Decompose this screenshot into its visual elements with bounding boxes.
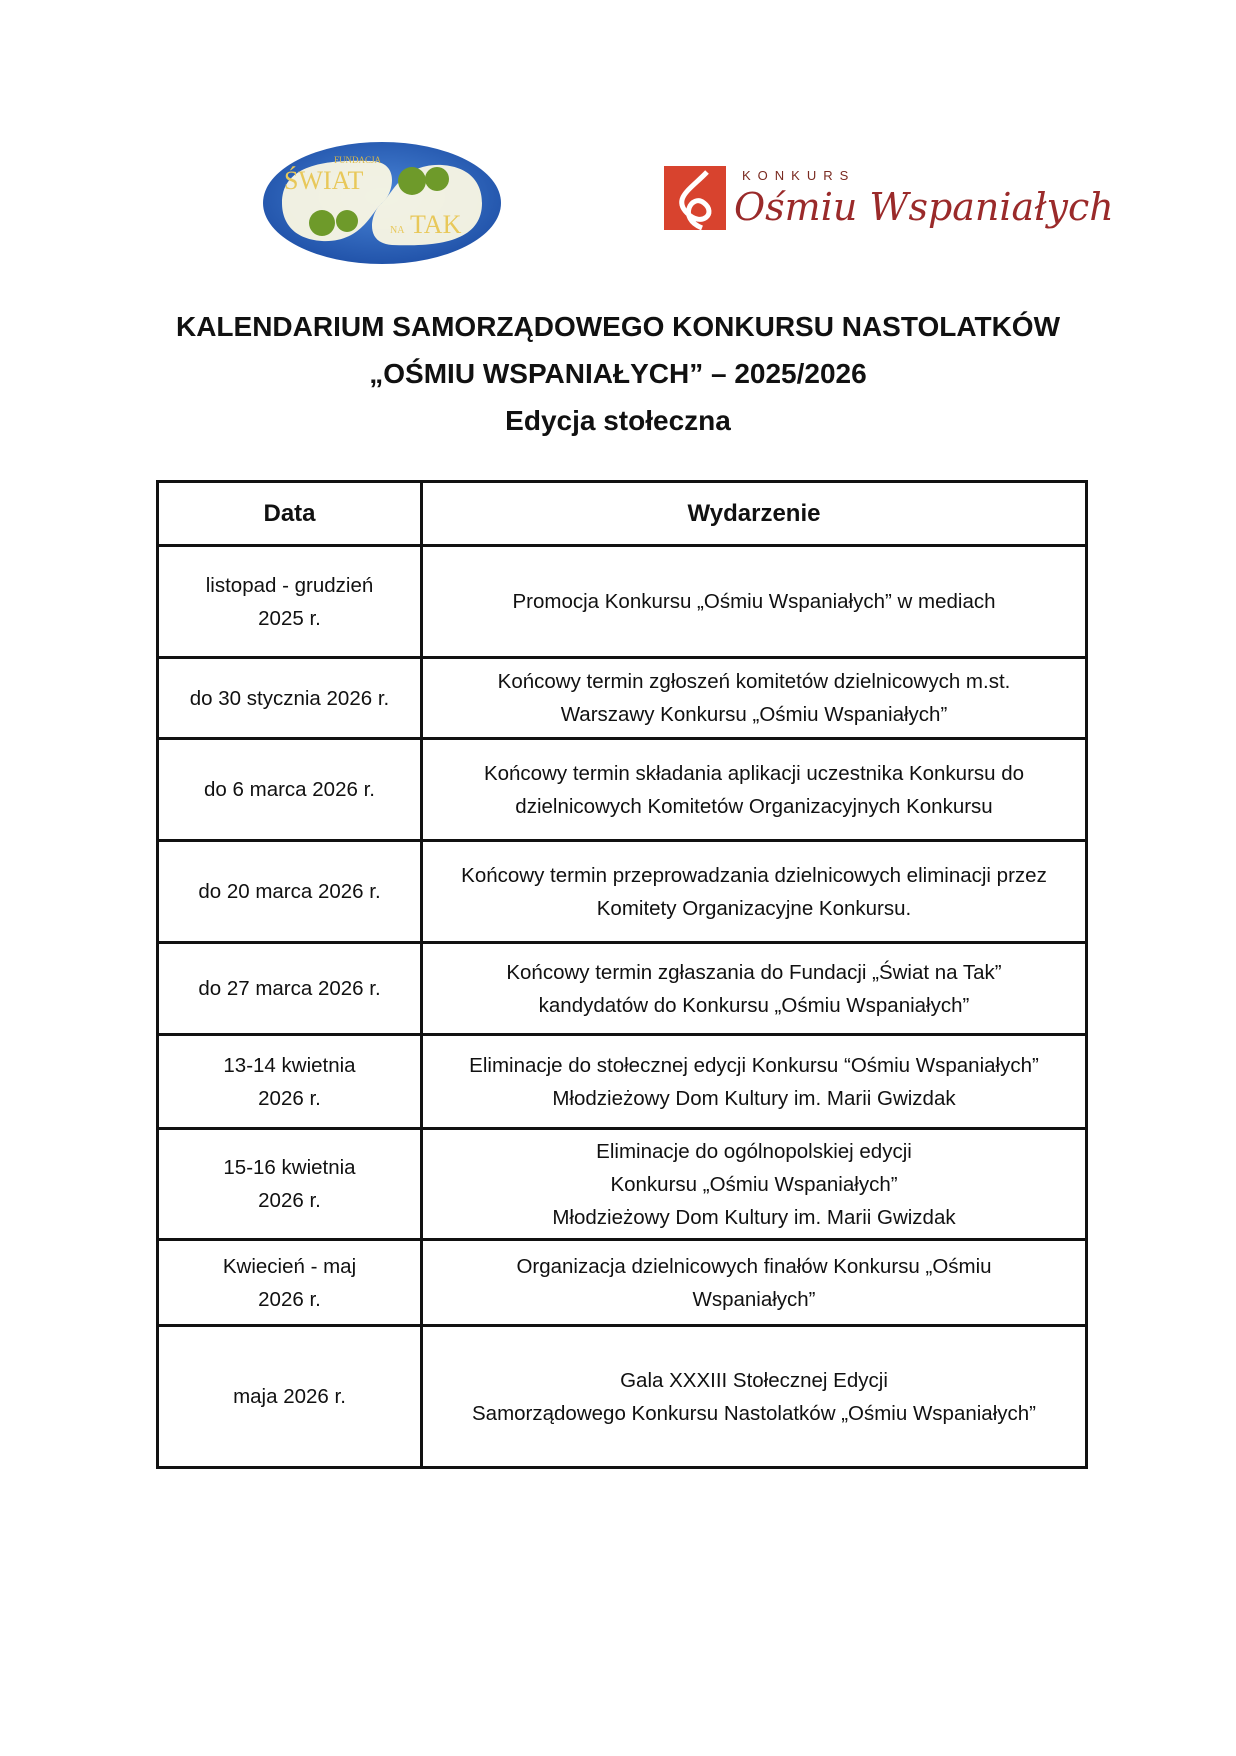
event-cell	[422, 739, 1087, 841]
date-line: do 27 marca 2026 r.	[198, 977, 381, 1000]
date-cell	[158, 841, 422, 943]
date-line: 2026 r.	[258, 1086, 321, 1110]
table-row	[158, 841, 1087, 943]
event-line: Młodzieżowy Dom Kultury im. Marii Gwizdak	[552, 1086, 956, 1110]
header-event: Wydarzenie	[422, 482, 1087, 546]
event-cell	[422, 546, 1087, 658]
svg-text:NA: NA	[390, 225, 405, 236]
date-cell	[158, 1035, 422, 1129]
date-line: listopad - grudzień	[205, 573, 374, 597]
event-cell	[422, 1240, 1087, 1326]
event-line: Organizacja dzielnicowych finałów Konkursu „Ośmiu	[516, 1254, 992, 1278]
table-row	[158, 1035, 1087, 1129]
date-line: 2026 r.	[258, 1287, 321, 1311]
event-cell	[422, 658, 1087, 739]
event-line: Eliminacje do stołecznej edycji Konkursu “Ośmiu Wspaniałych”	[469, 1053, 1039, 1077]
svg-text:TAK: TAK	[410, 210, 462, 239]
event-line: Eliminacje do ogólnopolskiej edycji	[596, 1139, 912, 1163]
date-cell	[158, 1326, 422, 1468]
svg-text:KONKURS: KONKURS	[742, 168, 856, 183]
title-line-2: „OŚMIU WSPANIAŁYCH” – 2025/2026	[369, 358, 867, 389]
event-cell	[422, 1129, 1087, 1240]
table-row	[158, 1129, 1087, 1240]
event-line: Komitety Organizacyjne Konkursu.	[596, 896, 912, 920]
event-line: Końcowy termin zgłaszania do Fundacji „Świat na Tak”	[506, 960, 1002, 984]
date-line: 13-14 kwietnia	[223, 1053, 356, 1077]
event-line: Końcowy termin składania aplikacji uczestnika Konkursu do	[483, 761, 1025, 785]
event-line: Wspaniałych”	[692, 1287, 816, 1311]
event-line: Młodzieżowy Dom Kultury im. Marii Gwizdak	[552, 1205, 956, 1229]
date-cell	[158, 658, 422, 739]
date-line: 2025 r.	[258, 606, 321, 630]
date-cell	[158, 1129, 422, 1240]
title-edition: Edycja stołeczna	[505, 405, 731, 436]
date-cell	[158, 1240, 422, 1326]
table-row	[158, 1240, 1087, 1326]
event-line: Konkursu „Ośmiu Wspaniałych”	[610, 1172, 898, 1196]
table-row	[158, 658, 1087, 739]
event-line: Samorządowego Konkursu Nastolatków „Ośmiu Wspaniałych”	[472, 1401, 1036, 1425]
date-cell	[158, 546, 422, 658]
table-header-row	[158, 482, 1087, 546]
table-row	[158, 1326, 1087, 1468]
event-cell	[422, 943, 1087, 1035]
table-row	[158, 546, 1087, 658]
date-line: Kwiecień - maj	[222, 1254, 357, 1278]
event-line: Warszawy Konkursu „Ośmiu Wspaniałych”	[560, 703, 948, 726]
svg-text:ŚWIAT: ŚWIAT	[284, 166, 364, 195]
date-cell	[158, 739, 422, 841]
event-cell	[422, 1035, 1087, 1129]
event-line: Końcowy termin przeprowadzania dzielnicowych eliminacji przez	[461, 863, 1047, 887]
event-cell	[422, 841, 1087, 943]
table-row	[158, 739, 1087, 841]
event-cell	[422, 1326, 1087, 1468]
table-row	[158, 943, 1087, 1035]
header-date: Data	[158, 482, 422, 546]
konkurs-osmiu-wspanialych-logo	[662, 158, 1114, 248]
date-line: do 6 marca 2026 r.	[204, 778, 375, 801]
event-line: Promocja Konkursu „Ośmiu Wspaniałych” w mediach	[512, 590, 996, 613]
date-line: 2026 r.	[258, 1189, 321, 1212]
event-line: dzielnicowych Komitetów Organizacyjnych Konkursu	[515, 794, 993, 818]
fundacja-swiat-na-tak-logo	[262, 141, 502, 265]
event-line: kandydatów do Konkursu „Ośmiu Wspaniałych”	[538, 993, 970, 1017]
date-line: do 30 stycznia 2026 r.	[189, 686, 390, 710]
date-line: 15-16 kwietnia	[223, 1156, 356, 1179]
date-cell	[158, 943, 422, 1035]
calendar-table	[156, 480, 1088, 1469]
event-line: Gala XXXIII Stołecznej Edycji	[620, 1368, 888, 1392]
svg-text:Ośmiu Wspaniałych: Ośmiu Wspaniałych	[734, 185, 1114, 229]
event-line: Końcowy termin zgłoszeń komitetów dzielnicowych m.st.	[497, 670, 1011, 693]
date-line: maja 2026 r.	[233, 1385, 346, 1408]
title-line-1: KALENDARIUM SAMORZĄDOWEGO KONKURSU NASTOLATKÓW	[175, 311, 1061, 342]
date-line: do 20 marca 2026 r.	[198, 880, 381, 903]
svg-text:FUNDACJA: FUNDACJA	[334, 155, 382, 165]
